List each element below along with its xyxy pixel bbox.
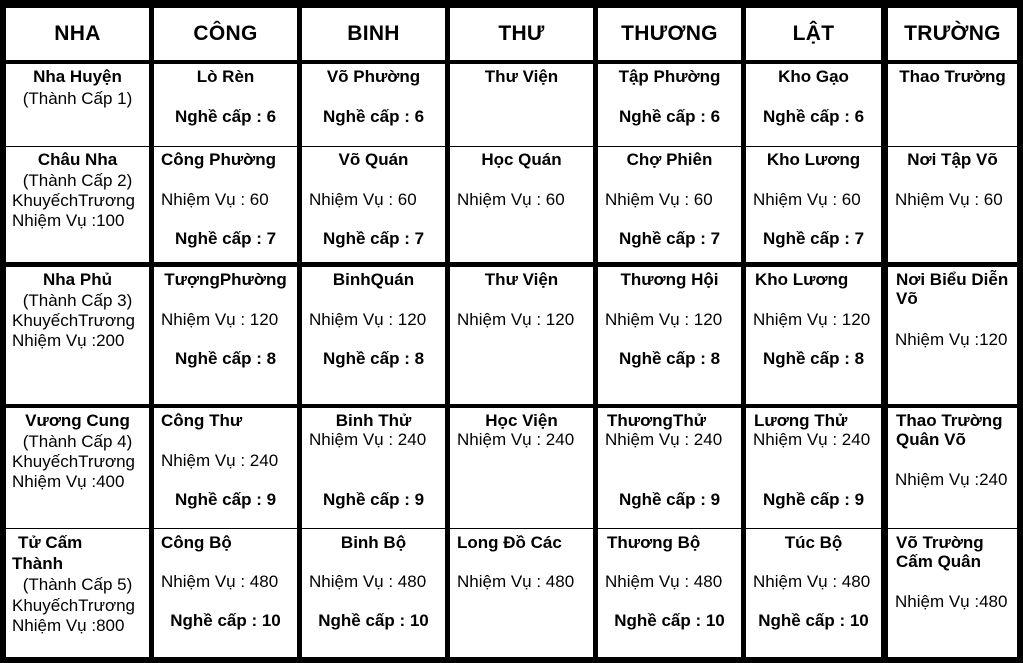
table-row-5-thuong [598, 528, 741, 657]
cell-name: Thao Trường [896, 411, 1003, 430]
header-label: NHA [54, 22, 101, 45]
cell-name: Kho Gạo [778, 67, 849, 86]
cell-name: Kho Lương [755, 270, 849, 289]
cell-skill: Nghề cấp : 10 [614, 611, 725, 630]
cell-expand: KhuyếchTrương [12, 452, 136, 471]
cell-task: Nhiệm Vụ :200 [12, 331, 125, 350]
header-thu [450, 8, 593, 60]
cell-name: Tử Cấm [18, 533, 83, 552]
cell-name: Thư Viện [484, 270, 559, 289]
cell-task: Nhiệm Vụ : 480 [605, 572, 723, 591]
cell-name: ThươngThử [607, 411, 707, 430]
cell-name: BinhQuán [332, 270, 415, 289]
table-row-5-lat [746, 528, 881, 657]
cell-name: Tập Phường [618, 67, 721, 86]
cell-name: Võ Trường [896, 533, 984, 552]
table-row-3-nha [6, 267, 149, 404]
cell-task: Nhiệm Vụ :400 [12, 472, 125, 491]
table-row-3-thuong [598, 267, 741, 404]
header-binh [302, 8, 445, 60]
table-row-4-cong [154, 408, 297, 528]
cell-skill: Nghề cấp : 7 [174, 229, 277, 248]
cell-name: Công Bộ [161, 533, 232, 552]
header-label: THƯ [498, 22, 545, 45]
table-row-2-thuong [598, 146, 741, 262]
cell-name: Lương Thử [754, 411, 848, 430]
table-row-4-binh [302, 408, 445, 528]
cell-name: Cấm Quân [896, 552, 982, 571]
cell-task: Nhiệm Vụ : 480 [309, 572, 427, 591]
cell-name: Nha Phủ [43, 270, 112, 289]
header-thuong [598, 8, 741, 60]
cell-task: Nhiệm Vụ : 480 [753, 572, 871, 591]
cell-expand: KhuyếchTrương [12, 311, 136, 330]
table-row-5-thu [450, 528, 593, 657]
cell-task: Nhiệm Vụ : 60 [895, 190, 1003, 209]
cell-skill: Nghề cấp : 6 [618, 107, 721, 126]
cell-name: Nơi Biểu Diễn [896, 270, 1009, 289]
cell-name: Binh Thử [335, 411, 412, 430]
table-row-5-truong [888, 528, 1017, 657]
cell-task: Nhiệm Vụ : 120 [161, 310, 279, 329]
table-row-4-thuong [598, 408, 741, 528]
cell-skill: Nghề cấp : 7 [762, 229, 865, 248]
cell-name: Công Thư [161, 411, 243, 430]
cell-skill: Nghề cấp : 9 [762, 490, 865, 509]
cell-skill: Nghề cấp : 8 [762, 349, 865, 368]
cell-task: Nhiệm Vụ : 480 [161, 572, 279, 591]
cell-level: (Thành Cấp 4) [22, 432, 133, 451]
table-row-2-lat [746, 146, 881, 262]
table-row-4-nha [6, 408, 149, 528]
cell-name: Nha Huyện [33, 67, 122, 86]
table-row-2-cong [154, 146, 297, 262]
cell-task: Nhiệm Vụ : 240 [161, 451, 279, 470]
header-nha [6, 8, 149, 60]
cell-skill: Nghề cấp : 8 [618, 349, 721, 368]
cell-name: Thư Viện [484, 67, 559, 86]
cell-task: Nhiệm Vụ : 60 [309, 190, 417, 209]
table-row-3-lat [746, 267, 881, 404]
cell-level: (Thành Cấp 1) [22, 89, 133, 108]
table-row-3-cong [154, 267, 297, 404]
cell-name: Chợ Phiên [626, 150, 713, 169]
table-row-2-thu [450, 146, 593, 262]
cell-task: Nhiệm Vụ :100 [12, 211, 125, 230]
cell-task: Nhiệm Vụ :480 [895, 592, 1008, 611]
table-row-4-thu [450, 408, 593, 528]
cell-task: Nhiệm Vụ : 120 [605, 310, 723, 329]
cell-skill: Nghề cấp : 7 [618, 229, 721, 248]
cell-task: Nhiệm Vụ :120 [895, 330, 1008, 349]
cell-task: Nhiệm Vụ : 120 [457, 310, 575, 329]
table-row-2-binh [302, 146, 445, 262]
cell-task: Nhiệm Vụ : 60 [605, 190, 713, 209]
table-row-5-binh [302, 528, 445, 657]
cell-task: Nhiệm Vụ :800 [12, 616, 125, 635]
table-row-3-binh [302, 267, 445, 404]
header-truong [888, 8, 1017, 60]
cell-name: Châu Nha [37, 150, 118, 169]
table-row-1-truong [888, 64, 1017, 146]
cell-skill: Nghề cấp : 9 [174, 490, 277, 509]
cell-task: Nhiệm Vụ : 60 [457, 190, 565, 209]
header-label: THƯƠNG [621, 22, 718, 45]
cell-skill: Nghề cấp : 9 [618, 490, 721, 509]
cell-task: Nhiệm Vụ :240 [895, 470, 1008, 489]
cell-skill: Nghề cấp : 7 [322, 229, 425, 248]
cell-expand: KhuyếchTrương [12, 596, 136, 615]
cell-level: (Thành Cấp 5) [22, 575, 133, 594]
table-row-3-thu [450, 267, 593, 404]
cell-task: Nhiệm Vụ : 120 [309, 310, 427, 329]
table-row-2-truong [888, 146, 1017, 262]
cell-skill: Nghề cấp : 9 [322, 490, 425, 509]
cell-name: Binh Bộ [340, 533, 407, 552]
cell-name: Học Quán [481, 150, 562, 169]
header-label: CÔNG [193, 22, 258, 45]
cell-name: Quân Võ [896, 430, 966, 449]
cell-expand: KhuyếchTrương [12, 191, 136, 210]
table-row-1-lat [746, 64, 881, 146]
table-row-3-truong [888, 267, 1017, 404]
cell-name: Học Viện [485, 411, 558, 430]
cell-skill: Nghề cấp : 6 [762, 107, 865, 126]
cell-task: Nhiệm Vụ : 60 [753, 190, 861, 209]
cell-task: Nhiệm Vụ : 240 [753, 430, 871, 449]
cell-name: Thương Hội [620, 270, 719, 289]
cell-task: Nhiệm Vụ : 240 [605, 430, 723, 449]
header-lat [746, 8, 881, 60]
cell-name: Vương Cung [25, 411, 130, 430]
header-label: LẬT [792, 22, 835, 45]
cell-name: Nơi Tập Võ [907, 150, 998, 169]
cell-name: Võ [896, 289, 918, 308]
cell-name: TượngPhường [164, 270, 287, 289]
table-row-4-lat [746, 408, 881, 528]
cell-skill: Nghề cấp : 10 [758, 611, 869, 630]
cell-level: (Thành Cấp 2) [22, 171, 133, 190]
cell-skill: Nghề cấp : 8 [322, 349, 425, 368]
cell-name: Thành [12, 554, 63, 573]
cell-task: Nhiệm Vụ : 240 [309, 430, 427, 449]
table-row-1-nha [6, 64, 149, 146]
cell-task: Nhiệm Vụ : 120 [753, 310, 871, 329]
header-label: TRƯỜNG [904, 22, 1001, 45]
table-row-4-truong [888, 408, 1017, 528]
cell-name: Long Đồ Các [457, 533, 562, 552]
cell-skill: Nghề cấp : 8 [174, 349, 277, 368]
cell-name: Võ Phường [326, 67, 421, 86]
cell-skill: Nghề cấp : 6 [322, 107, 425, 126]
cell-task: Nhiệm Vụ : 480 [457, 572, 575, 591]
cell-name: Võ Quán [338, 150, 409, 169]
table-row-1-thuong [598, 64, 741, 146]
table-row-5-cong [154, 528, 297, 657]
cell-skill: Nghề cấp : 10 [318, 611, 429, 630]
cell-level: (Thành Cấp 3) [22, 291, 133, 310]
cell-skill: Nghề cấp : 10 [170, 611, 281, 630]
table-row-1-thu [450, 64, 593, 146]
cell-name: Thương Bộ [607, 533, 701, 552]
table-row-2-nha [6, 146, 149, 262]
cell-name: Kho Lương [766, 150, 861, 169]
cell-name: Lò Rèn [196, 67, 255, 86]
cell-skill: Nghề cấp : 6 [174, 107, 277, 126]
cell-name: Công Phường [161, 150, 277, 169]
cell-task: Nhiệm Vụ : 60 [161, 190, 269, 209]
cell-name: Thao Trường [899, 67, 1006, 86]
table-row-1-cong [154, 64, 297, 146]
cell-task: Nhiệm Vụ : 240 [457, 430, 575, 449]
table-row-1-binh [302, 64, 445, 146]
table-row-5-nha [6, 528, 149, 657]
header-label: BINH [347, 22, 400, 45]
header-cong [154, 8, 297, 60]
cell-name: Túc Bộ [784, 533, 843, 552]
